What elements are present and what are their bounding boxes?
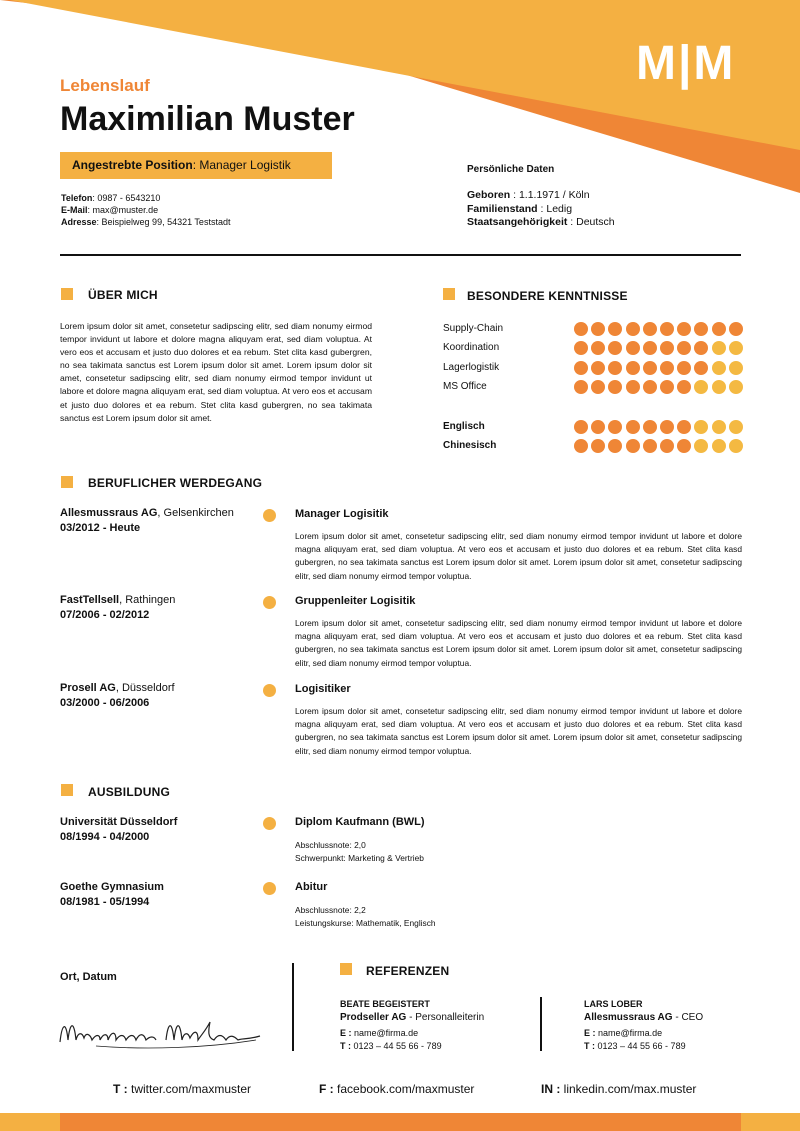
handwritten-signature: [56, 1010, 266, 1055]
education-focus: Schwerpunkt: Marketing & Vertrieb: [295, 853, 424, 863]
career-title: BERUFLICHER WERDEGANG: [88, 476, 263, 490]
skill-row: [443, 379, 748, 395]
career-entry-left: [60, 506, 234, 536]
skill-dot-icon: [729, 420, 743, 434]
facebook-url: facebook.com/maxmuster: [333, 1082, 475, 1096]
timeline-dot-icon: [263, 596, 276, 609]
skill-dot-icon: [694, 380, 708, 394]
skill-dot-icon: [643, 439, 657, 453]
skill-dot-icon: [694, 341, 708, 355]
education-focus: Leistungskurse: Mathematik, Englisch: [295, 918, 436, 928]
skill-dot-icon: [626, 322, 640, 336]
career-dates: 03/2000 - 06/2006: [60, 697, 150, 709]
company-city: , Rathingen: [119, 594, 176, 606]
skill-dot-icon: [694, 322, 708, 336]
reference-role: - Personalleiterin: [406, 1012, 485, 1023]
skill-dot-icon: [729, 380, 743, 394]
skill-dot-icon: [591, 380, 605, 394]
skills-title: BESONDERE KENNTNISSE: [467, 289, 628, 303]
skill-dot-icon: [694, 420, 708, 434]
reference-card: [584, 998, 703, 1053]
career-dates: 03/2012 - Heute: [60, 522, 141, 534]
skill-row: [443, 360, 748, 376]
skill-dot-icon: [712, 341, 726, 355]
monogram-logo: M|M: [636, 37, 736, 90]
linkedin-label: IN :: [541, 1082, 561, 1096]
personal-data-block: [467, 189, 615, 230]
skill-row: [443, 419, 748, 435]
email-label: E-Mail: [61, 205, 88, 215]
skill-dot-icon: [608, 361, 622, 375]
linkedin-link[interactable]: [541, 1082, 696, 1096]
skill-dot-icon: [643, 322, 657, 336]
family-value: : Ledig: [537, 202, 573, 215]
skill-dot-icon: [712, 361, 726, 375]
skill-dot-icon: [677, 420, 691, 434]
signature-divider: [292, 963, 294, 1051]
company-city: , Düsseldorf: [115, 682, 175, 694]
skill-level-dots: [574, 380, 746, 394]
skill-dot-icon: [694, 439, 708, 453]
skill-dot-icon: [608, 322, 622, 336]
skill-label: Supply-Chain: [443, 323, 504, 334]
twitter-link[interactable]: [113, 1082, 251, 1096]
nationality-value: : Deutsch: [567, 216, 615, 228]
job-title: Logisitiker: [295, 683, 351, 695]
place-date-label: Ort, Datum: [60, 971, 117, 983]
phone-value: : 0987 - 6543210: [92, 193, 161, 203]
degree-title: Abitur: [295, 881, 328, 893]
reference-company: Prodseller AG: [340, 1012, 407, 1023]
section-marker-icon: [61, 784, 73, 796]
skill-dot-icon: [591, 420, 605, 434]
phone-label: Telefon: [61, 193, 93, 203]
skill-dot-icon: [591, 322, 605, 336]
facebook-label: F :: [319, 1082, 334, 1096]
reference-card: [340, 998, 484, 1053]
education-entry-left: [60, 880, 164, 910]
skill-row: [443, 340, 748, 356]
email-value: : max@muster.de: [87, 205, 159, 215]
career-dates: 07/2006 - 02/2012: [60, 609, 150, 621]
career-entry-left: [60, 593, 175, 623]
skill-level-dots: [574, 420, 746, 434]
skill-dot-icon: [608, 439, 622, 453]
facebook-link[interactable]: [319, 1082, 474, 1096]
section-marker-icon: [61, 288, 73, 300]
timeline-dot-icon: [263, 509, 276, 522]
job-description: Lorem ipsum dolor sit amet, consetetur sadipscing elitr, sed diam nonumy eirmod tempor invidunt ut labore et dolore magna aliquyam erat, sed diam voluptua. At vero eos et accusam et justo duo dolores et ea rebum. Stet clita kasd gubergren, no sea takimata sanctus est Lorem ipsum dolor sit amet. Lorem ipsum dolor sit amet, consetetur sadipscing elitr, sed diam nonumy eirmod tempor voluptua.: [295, 531, 742, 581]
personal-data-title: Persönliche Daten: [467, 164, 555, 175]
reference-divider: [540, 997, 542, 1051]
skill-label: Englisch: [443, 421, 485, 432]
skill-dot-icon: [677, 361, 691, 375]
twitter-label: T :: [113, 1082, 128, 1096]
education-dates: 08/1981 - 05/1994: [60, 896, 150, 908]
about-title: ÜBER MICH: [88, 288, 158, 302]
contact-block: [61, 192, 230, 228]
skill-level-dots: [574, 322, 746, 336]
skill-label: Lagerlogistik: [443, 362, 500, 373]
skill-level-dots: [574, 341, 746, 355]
company-name: FastTellsell: [60, 594, 120, 606]
skill-dot-icon: [677, 341, 691, 355]
desired-position-box: [60, 152, 332, 179]
references-title: REFERENZEN: [366, 964, 450, 978]
born-label: Geboren: [467, 189, 511, 201]
skill-dot-icon: [574, 322, 588, 336]
company-name: Allesmussraus AG: [60, 507, 158, 519]
skill-dot-icon: [712, 380, 726, 394]
skill-dot-icon: [729, 341, 743, 355]
twitter-url: twitter.com/maxmuster: [127, 1082, 252, 1096]
skill-dot-icon: [591, 439, 605, 453]
skill-dot-icon: [729, 361, 743, 375]
skill-dot-icon: [574, 361, 588, 375]
school-name: Universität Düsseldorf: [60, 816, 178, 828]
timeline-dot-icon: [263, 817, 276, 830]
position-value: : Manager Logistik: [192, 158, 291, 172]
timeline-dot-icon: [263, 882, 276, 895]
reference-email[interactable]: name@firma.de: [595, 1028, 663, 1038]
job-description: Lorem ipsum dolor sit amet, consetetur sadipscing elitr, sed diam nonumy eirmod tempor invidunt ut labore et dolore magna aliquyam erat, sed diam voluptua. At vero eos et accusam et justo duo dolores et ea rebum. Stet clita kasd gubergren, no sea takimata sanctus est Lorem ipsum dolor sit amet. Lorem ipsum dolor sit amet, consetetur sadipscing elitr, sed diam nonumy eirmod tempor voluptua.: [295, 706, 742, 756]
skill-level-dots: [574, 439, 746, 453]
job-title: Gruppenleiter Logisitik: [295, 595, 416, 607]
skill-dot-icon: [608, 420, 622, 434]
skill-dot-icon: [608, 341, 622, 355]
skill-dot-icon: [729, 322, 743, 336]
footer-bar-right: [741, 1113, 800, 1131]
born-value: : 1.1.1971 / Köln: [510, 189, 590, 201]
skill-row: [443, 321, 748, 337]
address-value: : Beispielweg 99, 54321 Teststadt: [96, 217, 231, 227]
reference-email-label: E :: [340, 1028, 352, 1038]
skill-dot-icon: [660, 361, 674, 375]
linkedin-url: linkedin.com/max.muster: [560, 1082, 697, 1096]
skill-dot-icon: [608, 380, 622, 394]
family-label: Familienstand: [467, 202, 538, 215]
skill-row: [443, 399, 748, 415]
section-marker-icon: [443, 288, 455, 300]
reference-phone: 0123 – 44 55 66 - 789: [351, 1041, 442, 1051]
skill-dot-icon: [677, 380, 691, 394]
section-marker-icon: [61, 476, 73, 488]
skill-dot-icon: [660, 380, 674, 394]
education-grade: Abschlussnote: 2,2: [295, 905, 366, 915]
skill-dot-icon: [660, 341, 674, 355]
skill-dot-icon: [591, 361, 605, 375]
education-details: [295, 904, 436, 930]
skill-dot-icon: [574, 380, 588, 394]
document-subtitle: Lebenslauf: [60, 76, 150, 95]
skill-dot-icon: [660, 322, 674, 336]
skill-dot-icon: [643, 420, 657, 434]
reference-role: - CEO: [672, 1012, 704, 1023]
job-title: Manager Logisitik: [295, 508, 389, 520]
education-entry-left: [60, 815, 177, 845]
skill-dot-icon: [643, 361, 657, 375]
skill-dot-icon: [712, 439, 726, 453]
skill-dot-icon: [660, 439, 674, 453]
position-label: Angestrebte Position: [72, 158, 193, 172]
skill-row: [443, 438, 748, 454]
education-title: AUSBILDUNG: [88, 785, 170, 799]
timeline-dot-icon: [263, 684, 276, 697]
career-entry-left: [60, 681, 175, 711]
skill-dot-icon: [626, 439, 640, 453]
footer-bar-left: [0, 1113, 60, 1131]
skill-dot-icon: [574, 341, 588, 355]
degree-title: Diplom Kaufmann (BWL): [295, 816, 425, 828]
skill-dot-icon: [712, 322, 726, 336]
education-details: [295, 839, 424, 865]
skill-dot-icon: [626, 361, 640, 375]
reference-company: Allesmussraus AG: [584, 1012, 673, 1023]
skill-level-dots: [574, 361, 746, 375]
skill-dot-icon: [626, 341, 640, 355]
company-name: Prosell AG: [60, 682, 116, 694]
reference-phone-label: T :: [584, 1041, 595, 1051]
reference-email[interactable]: name@firma.de: [351, 1028, 419, 1038]
header-divider: [60, 254, 741, 256]
company-city: , Gelsenkirchen: [157, 507, 234, 519]
reference-phone: 0123 – 44 55 66 - 789: [595, 1041, 686, 1051]
address-label: Adresse: [61, 217, 97, 227]
skill-dot-icon: [694, 361, 708, 375]
reference-email-label: E :: [584, 1028, 596, 1038]
reference-phone-label: T :: [340, 1041, 351, 1051]
skill-dot-icon: [643, 341, 657, 355]
skill-dot-icon: [574, 439, 588, 453]
skill-label: Chinesisch: [443, 440, 497, 451]
skill-dot-icon: [591, 341, 605, 355]
skill-dot-icon: [626, 380, 640, 394]
skills-list: [443, 318, 748, 451]
school-name: Goethe Gymnasium: [60, 881, 164, 893]
skill-dot-icon: [677, 322, 691, 336]
skill-dot-icon: [626, 420, 640, 434]
skill-dot-icon: [643, 380, 657, 394]
skill-label: MS Office: [443, 381, 487, 392]
nationality-label: Staatsangehörigkeit: [467, 216, 568, 228]
skill-dot-icon: [729, 439, 743, 453]
education-grade: Abschlussnote: 2,0: [295, 840, 366, 850]
skill-dot-icon: [712, 420, 726, 434]
footer-bar-center: [60, 1113, 741, 1131]
skill-dot-icon: [660, 420, 674, 434]
reference-name: BEATE BEGEISTERT: [340, 999, 430, 1009]
job-description: Lorem ipsum dolor sit amet, consetetur sadipscing elitr, sed diam nonumy eirmod tempor invidunt ut labore et dolore magna aliquyam erat, sed diam voluptua. At vero eos et accusam et justo duo dolores et ea rebum. Stet clita kasd gubergren, no sea takimata sanctus est Lorem ipsum dolor sit amet. Lorem ipsum dolor sit amet, consetetur sadipscing elitr, sed diam nonumy eirmod tempor voluptua.: [295, 618, 742, 668]
skill-label: Koordination: [443, 342, 500, 353]
skill-dot-icon: [574, 420, 588, 434]
education-dates: 08/1994 - 04/2000: [60, 831, 150, 843]
candidate-name: Maximilian Muster: [60, 100, 355, 138]
reference-name: LARS LOBER: [584, 999, 643, 1009]
skill-dot-icon: [677, 439, 691, 453]
about-text: Lorem ipsum dolor sit amet, consetetur sadipscing elitr, sed diam nonumy eirmod tempor invidunt ut labore et dolore magna aliquyam erat, sed diam voluptua. At vero eos et accusam et justo duo dolores et ea rebum. Stet clita kasd gubergren, no sea takimata sanctus est Lorem ipsum dolor sit amet. Lorem ipsum dolor sit amet, consetetur sadipscing elitr, sed diam nonumy eirmod tempor invidunt ut labore et dolore magna aliquyam erat, sed diam voluptua. At vero eos et accusam et justo duo dolores et ea rebum. Stet clita kasd gubergren, no sea takimata sanctus est Lorem ipsum dolor sit amet.: [60, 321, 372, 423]
section-marker-icon: [340, 963, 352, 975]
